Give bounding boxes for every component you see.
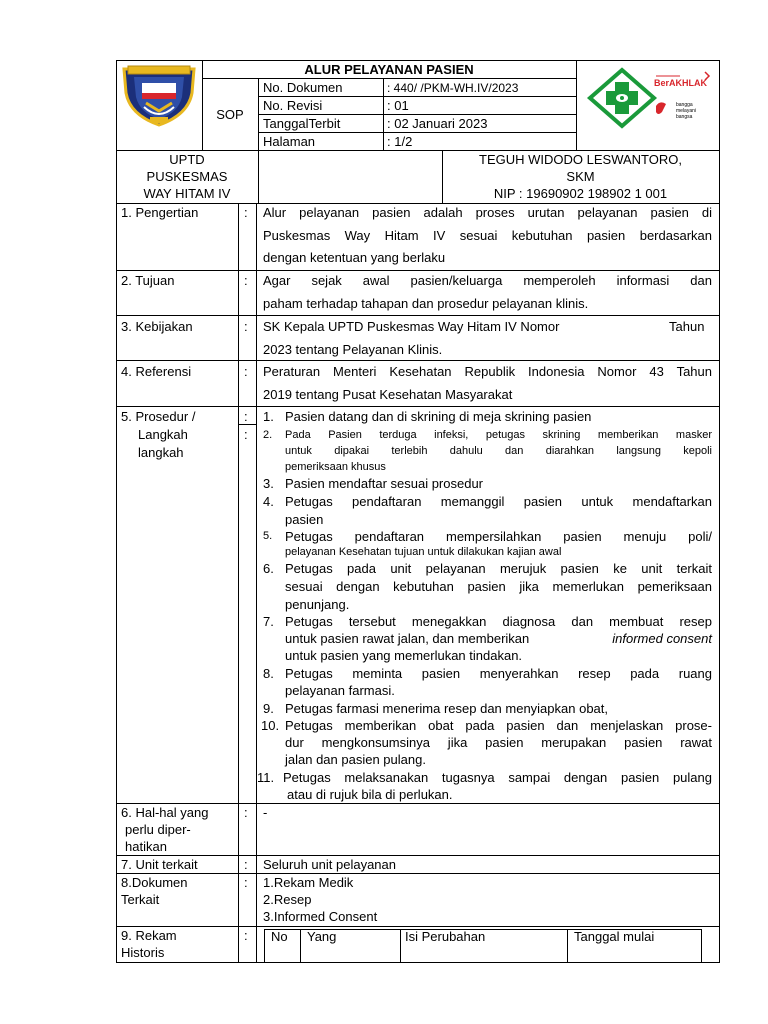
step-text: Pasien datang dan di skrining di meja skrining pasien: [285, 409, 592, 424]
head-name-line: TEGUH WIDODO LESWANTORO,: [479, 152, 682, 167]
colon: :: [244, 928, 248, 943]
step-number: 7.: [263, 614, 274, 629]
colon: :: [244, 805, 248, 820]
org-name-line: WAY HITAM IV: [143, 186, 231, 201]
step-text: atau di rujuk bila di perlukan.: [287, 787, 453, 802]
rule: [400, 929, 401, 962]
rule: [116, 926, 720, 927]
rule: [238, 203, 239, 962]
regional-emblem-logo: [120, 63, 198, 127]
rule: [116, 406, 720, 407]
step-text: dur mengkonsumsinya jika pasien merupakan pasien rawat: [285, 735, 712, 750]
step-text: Petugas memberikan obat pada pasien dan menjelaskan prose-: [285, 718, 712, 733]
field-value: : 02 Januari 2023: [387, 116, 488, 131]
rule: [116, 962, 720, 963]
section-label: 9. Rekam: [121, 928, 177, 943]
colon: :: [244, 875, 248, 890]
step-text: untuk dipakai terlebih dahulu dan diarahkan langsung kepoli: [285, 445, 712, 457]
rule: [719, 60, 720, 963]
step-text: Petugas meminta pasien menyerahkan resep pada ruang: [285, 666, 712, 681]
section-label: 6. Hal-hal yang: [121, 805, 209, 820]
field-value: : 01: [387, 98, 409, 113]
tagline-text: bangga: [676, 102, 693, 108]
step-text: pemeriksaan khusus: [285, 461, 386, 473]
step-text: Pada Pasien terduga infeksi, petugas skrining memberikan masker: [285, 429, 712, 441]
definition-line: dengan ketentuan yang berlaku: [263, 250, 446, 265]
rule: [116, 360, 720, 361]
reference-line: Peraturan Menteri Kesehatan Republik Indonesia Nomor 43 Tahun: [263, 364, 712, 379]
colon: :: [244, 319, 248, 334]
related-document-item: 1.Rekam Medik: [263, 875, 354, 890]
tagline-text: bangsa: [676, 114, 693, 120]
step-text-row: [285, 630, 712, 647]
colon: :: [244, 273, 248, 288]
section-label: 7. Unit terkait: [121, 857, 198, 872]
field-value: : 1/2: [387, 134, 413, 149]
step-text: pasien: [285, 512, 324, 527]
field-label: No. Dokumen: [263, 80, 343, 95]
history-column-header: Tanggal mulai: [574, 929, 655, 944]
step-text: penunjang.: [285, 597, 350, 612]
section-label: langkah: [138, 445, 184, 460]
section-label: 8.Dokumen: [121, 875, 188, 890]
policy-year-label: Tahun: [669, 319, 705, 334]
reference-line: 2019 tentang Pusat Kesehatan Masyarakat: [263, 387, 513, 402]
history-column-header: No: [271, 929, 288, 944]
informed-consent-term: informed consent: [612, 631, 712, 646]
related-unit-value: Seluruh unit pelayanan: [263, 857, 396, 872]
step-text: untuk pasien rawat jalan, dan memberikan: [285, 631, 530, 646]
step-text: Petugas tersebut menegakkan diagnosa dan membuat resep: [285, 614, 712, 629]
step-number: 8.: [263, 666, 274, 681]
colon: :: [244, 364, 248, 379]
rule: [116, 873, 720, 874]
rule: [300, 929, 301, 962]
field-label: Halaman: [263, 134, 316, 149]
step-number: 2.: [263, 429, 273, 441]
purpose-line: Agar sejak awal pasien/keluarga memperoleh informasi dan: [263, 273, 712, 288]
field-label: TanggalTerbit: [263, 116, 341, 131]
section-label: Terkait: [121, 892, 160, 907]
rule: [258, 150, 259, 203]
colon: :: [244, 427, 248, 442]
rule: [264, 929, 265, 962]
policy-line: SK Kepala UPTD Puskesmas Way Hitam IV Nomor: [263, 319, 560, 334]
rule: [258, 78, 259, 150]
step-text: untuk pasien yang memerlukan tindakan.: [285, 648, 523, 663]
rule: [383, 78, 384, 150]
step-text: pelayanan farmasi.: [285, 683, 395, 698]
step-number: 11.: [257, 770, 275, 785]
step-text: jalan dan pasien pulang.: [285, 752, 426, 767]
related-document-item: 2.Resep: [263, 892, 312, 907]
section-label: hatikan: [125, 839, 167, 854]
purpose-line: paham terhadap tahapan dan prosedur pelayanan klinis.: [263, 296, 589, 311]
berakhlak-text: BerAKHLAK: [654, 78, 708, 88]
rule: [256, 203, 257, 962]
emblem-icon: [120, 63, 198, 127]
step-number: 10.: [261, 718, 280, 733]
section-label: 1. Pengertian: [121, 205, 199, 220]
step-text: Pasien mendaftar sesuai prosedur: [285, 476, 484, 491]
document-title: ALUR PELAYANAN PASIEN: [304, 62, 474, 77]
section-label: Langkah: [138, 427, 188, 442]
definition-line: Alur pelayanan pasien adalah proses urutan pelayanan pasien di: [263, 205, 712, 220]
rule: [116, 315, 720, 316]
history-column-header: Isi Perubahan: [405, 929, 486, 944]
policy-line: 2023 tentang Pelayanan Klinis.: [263, 342, 443, 357]
section-label: 5. Prosedur /: [121, 409, 196, 424]
section-label: 3. Kebijakan: [121, 319, 193, 334]
section-label: 2. Tujuan: [121, 273, 175, 288]
step-number: 4.: [263, 494, 274, 509]
rule: [576, 60, 577, 150]
history-column-header: Yang: [307, 929, 337, 944]
step-text: pelayanan Kesehatan tujuan untuk dilakukan kajian awal: [285, 546, 562, 558]
sop-label: SOP: [216, 107, 244, 122]
rule: [567, 929, 568, 962]
definition-line: Puskesmas Way Hitam IV sesuai kebutuhan pasien berdasarkan: [263, 228, 712, 243]
rule: [116, 270, 720, 271]
step-number: 6.: [263, 561, 274, 576]
colon: :: [244, 857, 248, 872]
related-document-item: 3.Informed Consent: [263, 909, 378, 924]
colon: :: [244, 409, 248, 424]
step-number: 5.: [263, 530, 273, 542]
head-nip-line: NIP : 19690902 198902 1 001: [493, 186, 668, 201]
step-text: Petugas melaksanakan tugasnya sampai dengan pasien pulang: [283, 770, 712, 785]
org-name-line: PUSKESMAS: [146, 169, 228, 184]
tagline-text: melayani: [676, 108, 697, 114]
org-name-line: UPTD: [169, 152, 205, 167]
rule: [701, 929, 702, 962]
colon: :: [244, 205, 248, 220]
step-text: sesuai dengan kebutuhan pasien jika memerlukan pemeriksaan: [285, 579, 712, 594]
notes-value: -: [263, 805, 268, 820]
head-name-line: SKM: [566, 169, 595, 184]
step-text: Petugas farmasi menerima resep dan menyiapkan obat,: [285, 701, 609, 716]
section-label: 4. Referensi: [121, 364, 192, 379]
field-value: : 440/ /PKM-WH.IV/2023: [387, 81, 519, 95]
step-number: 9.: [263, 701, 274, 716]
section-label: Historis: [121, 945, 165, 960]
puskesmas-cross-icon: [580, 64, 716, 144]
step-number: 1.: [263, 409, 274, 424]
step-number: 3.: [263, 476, 274, 491]
step-text: Petugas pendaftaran mempersilahkan pasien menuju poli/: [285, 529, 712, 544]
section-label: perlu diper-: [125, 822, 191, 837]
field-label: No. Revisi: [263, 98, 323, 113]
rule: [116, 855, 720, 856]
step-text: Petugas pendaftaran memanggil pasien untuk mendaftarkan: [285, 494, 712, 509]
step-text: Petugas pada unit pelayanan merujuk pasien ke unit terkait: [285, 561, 712, 576]
puskesmas-logo: [580, 64, 716, 144]
